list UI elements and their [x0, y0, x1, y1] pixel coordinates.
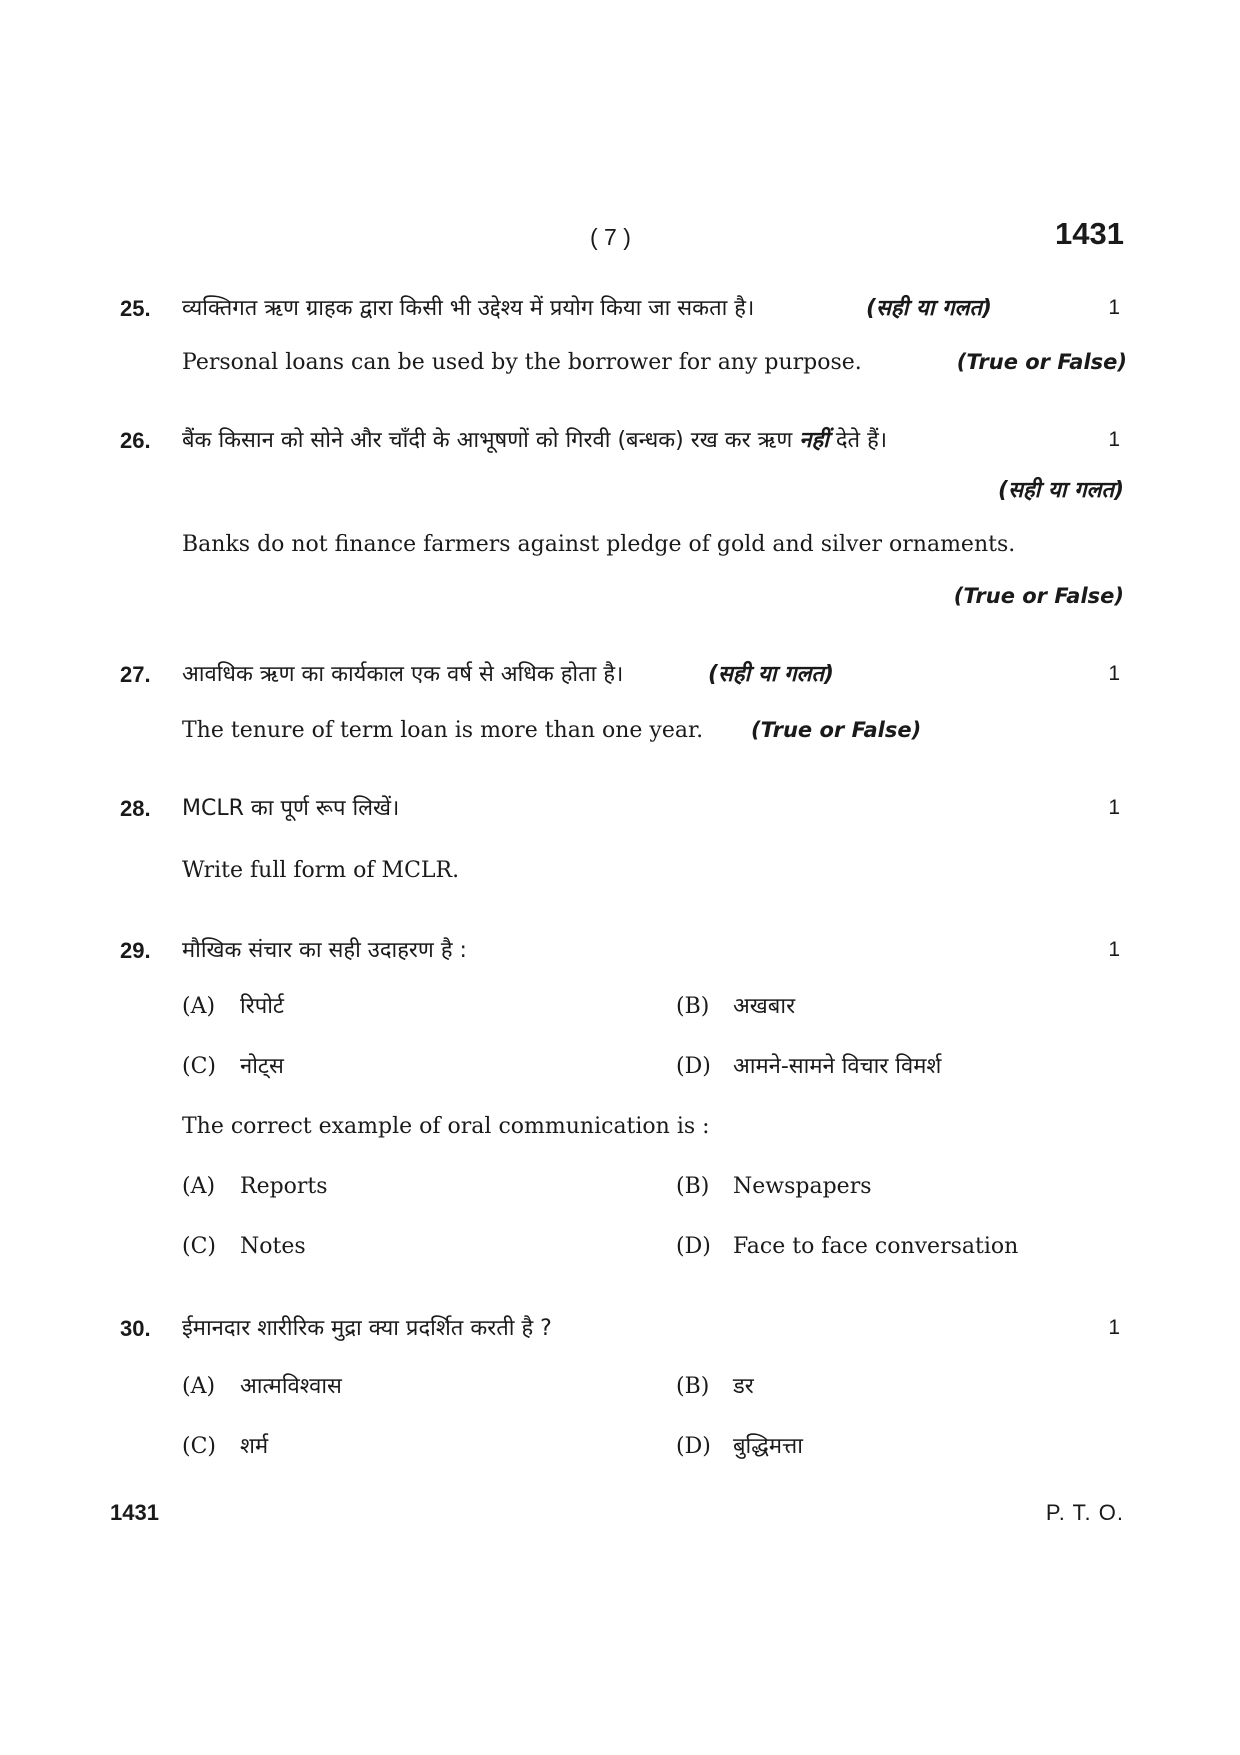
option-text: अखबार	[733, 994, 796, 1019]
question-text-english: Banks do not finance farmers against pledge of gold and silver ornaments.	[182, 532, 1016, 557]
question-marks: 1	[1108, 428, 1120, 451]
question-number: 26.	[120, 428, 151, 453]
option-letter: (B)	[676, 1174, 710, 1199]
option-text: Reports	[240, 1174, 328, 1199]
option-letter: (A)	[182, 994, 216, 1019]
option-text: Face to face conversation	[733, 1234, 1019, 1259]
question-text-hindi: MCLR का पूर्ण रूप लिखें।	[182, 796, 400, 821]
question-number: 25.	[120, 296, 151, 321]
question-text-hindi: ईमानदार शारीरिक मुद्रा क्या प्रदर्शित करती है ?	[182, 1316, 552, 1341]
footer-paper-code: 1431	[110, 1500, 159, 1525]
true-false-hint-hindi: (सही या गलत)	[998, 478, 1124, 503]
question-marks: 1	[1108, 1316, 1120, 1339]
question-text-part: बैंक किसान को सोने और चाँदी के आभूषणों को गिरवी (बन्धक) रख कर ऋण	[182, 428, 793, 453]
question-marks: 1	[1108, 796, 1120, 819]
option-text: Notes	[240, 1234, 306, 1259]
option-letter: (D)	[676, 1234, 711, 1259]
paper-code: 1431	[1055, 216, 1124, 251]
option-letter: (C)	[182, 1234, 216, 1259]
true-false-hint-hindi: (सही या गलत)	[866, 296, 992, 321]
option-letter: (C)	[182, 1054, 216, 1079]
true-false-hint-english: (True or False)	[953, 584, 1124, 608]
question-text-english: Write full form of MCLR.	[182, 858, 460, 883]
question-text-hindi: व्यक्तिगत ऋण ग्राहक द्वारा किसी भी उद्देश्य में प्रयोग किया जा सकता है।	[182, 296, 755, 321]
option-letter: (C)	[182, 1434, 216, 1459]
option-letter: (B)	[676, 1374, 710, 1399]
true-false-hint-hindi: (सही या गलत)	[708, 662, 834, 687]
option-letter: (A)	[182, 1374, 216, 1399]
option-text: बुद्धिमत्ता	[733, 1434, 803, 1459]
true-false-hint-english: (True or False)	[956, 350, 1127, 374]
question-text-english: The correct example of oral communication is :	[182, 1114, 710, 1139]
option-letter: (B)	[676, 994, 710, 1019]
option-letter: (A)	[182, 1174, 216, 1199]
please-turn-over: P. T. O.	[1045, 1500, 1124, 1525]
option-text: नोट्स	[240, 1054, 284, 1079]
question-number: 30.	[120, 1316, 151, 1341]
question-text-hindi	[182, 424, 887, 454]
question-text-hindi: आवधिक ऋण का कार्यकाल एक वर्ष से अधिक होता है।	[182, 662, 624, 687]
option-letter: (D)	[676, 1434, 711, 1459]
question-number: 29.	[120, 938, 151, 963]
true-false-hint-english: (True or False)	[751, 718, 922, 742]
question-number: 28.	[120, 796, 151, 821]
option-text: आत्मविश्वास	[240, 1374, 342, 1399]
option-text: Newspapers	[733, 1174, 872, 1199]
question-marks: 1	[1108, 296, 1120, 319]
question-text-part: देते हैं।	[835, 428, 888, 453]
option-text: आमने-सामने विचार विमर्श	[733, 1054, 942, 1079]
option-text: डर	[733, 1374, 754, 1399]
question-text-english: Personal loans can be used by the borrower for any purpose.	[182, 350, 862, 375]
option-letter: (D)	[676, 1054, 711, 1079]
page-number: ( 7 )	[590, 224, 631, 250]
question-marks: 1	[1108, 938, 1120, 961]
question-text-hindi: मौखिक संचार का सही उदाहरण है :	[182, 938, 467, 963]
question-number: 27.	[120, 662, 151, 687]
option-text: रिपोर्ट	[240, 994, 284, 1019]
question-text-english: The tenure of term loan is more than one year.	[182, 718, 704, 743]
option-text: शर्म	[240, 1434, 269, 1459]
emphasis-word: नहीं	[799, 428, 829, 453]
question-marks: 1	[1108, 662, 1120, 685]
